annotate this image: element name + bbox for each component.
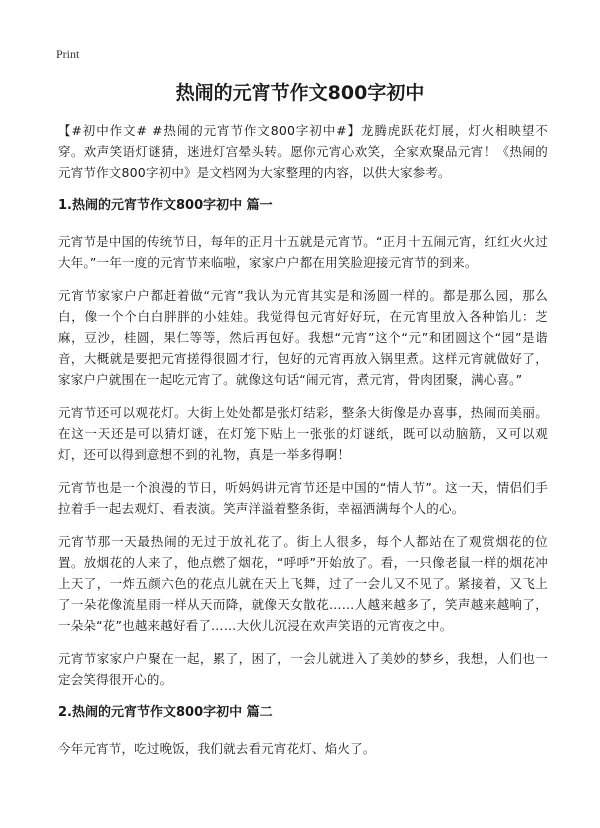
paragraph: 元宵节是中国的传统节日，每年的正月十五就是元宵节。“正月十五闹元宵，红红火火过大年。”一年一度的元宵节来临啦，家家户户都在用笑脸迎接元宵节的到来。 bbox=[58, 234, 548, 270]
print-link[interactable]: Print bbox=[56, 47, 80, 61]
page-title: 热闹的元宵节作文800字初中 bbox=[175, 82, 425, 104]
paragraph: 今年元宵节，吃过晚饭，我们就去看元宵花灯、焰火了。 bbox=[58, 741, 376, 756]
paragraph: 元宵节那一天最热闹的无过于放礼花了。街上人很多，每个人都站在了观赏烟花的位置。放烟花的人来了，他点燃了烟花，“呼呼”开始放了。看，一只像老鼠一样的烟花冲上天了，一炸五颜六色的花点儿就在天上飞舞，过了一会儿又不见了。紧接着，又飞上了一朵花像流星雨一样从天而降，就像天女散花……人越来越多了，笑声越来越响了，一朵朵“花”也越来越好看了……大伙儿沉浸在欢声笑语的元宵夜之中。 bbox=[58, 534, 548, 633]
paragraph: 元宵节家家户户聚在一起，累了，困了，一会儿就进入了美妙的梦乡，我想，人们也一定会笑得很开心的。 bbox=[58, 651, 548, 687]
paragraph: 元宵节家家户户都赶着做“元宵”我认为元宵其实是和汤圆一样的。都是那么园，那么白，像一个个白白胖胖的小娃娃。我觉得包元宵好好玩，在元宵里放入各种馅儿：芝麻，豆沙，桂圆，果仁等等，然后再包好。我想“元宵”这个“元”和团圆这个“园”是谐音，大概就是要把元宵搓得很圆才行，包好的元宵再放入锅里煮。这样元宵就做好了，家家户户就围在一起吃元宵了。就像这句话“闹元宵，煮元宵，骨肉团聚，满心喜。” bbox=[58, 288, 548, 387]
paragraph: 元宵节也是一个浪漫的节日，听妈妈讲元宵节还是中国的“情人节”。这一天，情侣们手拉着手一起去观灯、看表演。笑声洋溢着整条街，幸福洒满每个人的心。 bbox=[58, 480, 548, 516]
section-heading-1: 1.热闹的元宵节作文800字初中 篇一 bbox=[58, 198, 273, 213]
intro-paragraph: 【#初中作文# #热闹的元宵节作文800字初中#】龙腾虎跃花灯展，灯火相映望不穿。欢声笑语灯谜猜，迷进灯宫晕头转。愿你元宵心欢笑，全家欢聚品元宵！《热闹的元宵节作文800字初中》是文档网为大家整理的内容，以供大家参考。 bbox=[58, 123, 548, 180]
paragraph: 元宵节还可以观花灯。大街上处处都是张灯结彩，整条大街像是办喜事，热闹而美丽。在这一天还是可以猜灯谜，在灯笼下贴上一张张的灯谜纸，既可以动脑筋，又可以观灯，还可以得到意想不到的礼物，真是一举多得啊！ bbox=[58, 405, 548, 462]
article-body bbox=[58, 120, 548, 771]
section-heading-2: 2.热闹的元宵节作文800字初中 篇二 bbox=[58, 705, 273, 720]
